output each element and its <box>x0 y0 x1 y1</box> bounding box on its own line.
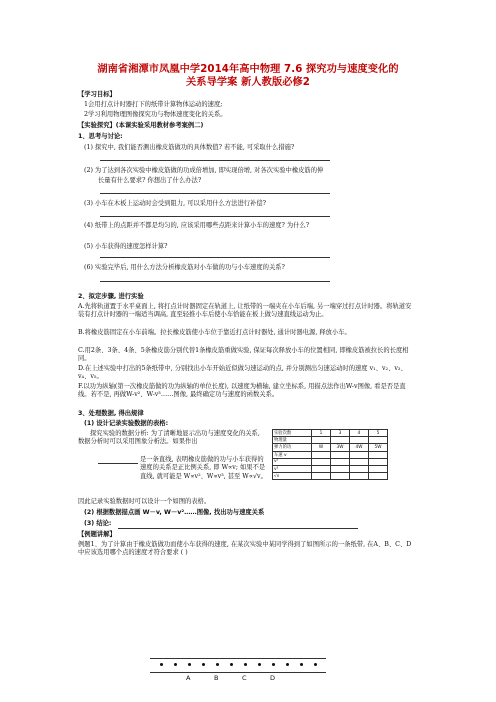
table-cell <box>312 451 331 458</box>
table-cell <box>369 451 388 458</box>
section-heading: 3、处理数据, 得出规律 <box>78 410 144 417</box>
table-row <box>273 458 388 465</box>
tape-dot <box>174 663 177 666</box>
table-cell: v³ <box>273 465 312 472</box>
table-cell <box>312 465 331 472</box>
table-cell <box>350 473 369 480</box>
table-row <box>273 465 388 472</box>
table-cell: v² <box>273 458 312 465</box>
table-cell <box>331 458 350 465</box>
objectives-heading: 【学习目标】 <box>78 91 116 98</box>
table-cell: 3W <box>331 444 350 451</box>
question-2-cont: 长量有什么要求? 你想出了什么办法? <box>98 177 202 184</box>
table-cell <box>312 437 331 444</box>
table-cell: 5W <box>369 444 388 451</box>
objective-item: 1会用打点计时器打下的纸带计算物体运动的速度; <box>84 101 223 108</box>
subsection-heading: (3) 结论: <box>84 520 112 527</box>
tape-dot <box>216 663 219 666</box>
table-cell: 车速 v <box>273 451 312 458</box>
explore-heading: 【实验探究】(本课实验采用教材参考案例二) <box>78 122 204 129</box>
table-cell <box>369 465 388 472</box>
table-cell: 物理量 <box>273 437 312 444</box>
question-2: (2) 为了达到各次实验中橡皮筋做的功成倍增加, 即实现倍增, 对各次实验中橡皮筋的伸 <box>84 167 324 174</box>
table-cell: 1 <box>312 430 331 437</box>
tape-dot <box>258 663 261 666</box>
table-cell: 4W <box>350 444 369 451</box>
data-table <box>272 429 388 480</box>
question-5: (5) 小车获得的速度怎样计算? <box>84 243 168 250</box>
table-row <box>273 451 388 458</box>
analysis-text: 是一条直线, 表明橡皮筋做的功与小车获得的速度的关系是正比例关系, 即 W∝v; 如果不是直线, 就可能是 W∝v²、W∝v³, 甚至 W∝√v。 <box>140 456 267 480</box>
analysis-text: 因此记录实验数据时可以设计一个如图的表格。 <box>78 498 211 505</box>
tape-point-label: A <box>186 674 191 682</box>
table-cell: 5 <box>369 430 388 437</box>
table-cell <box>312 458 331 465</box>
page-title-line1: 湖南省湘潭市凤凰中学2014年高中物理 7.6 探究功与速度变化的 <box>97 64 399 75</box>
table-cell <box>350 451 369 458</box>
step-f: F.以功为纵轴(第一次橡皮筋做的功为纵轴的单位长度), 以速度为横轴, 建立坐标系, 用描点法作出W-v图像, 看是否是直线。若不是, 再做W-v²、W-v³……图像, 最终确定功与速度的函数关系。 <box>78 383 406 399</box>
example-heading: 【例题讲解】 <box>78 531 116 538</box>
table-cell: 3 <box>331 430 350 437</box>
table-row <box>273 473 388 480</box>
table-cell: √v <box>273 473 312 480</box>
subsection-heading: (1) 设计记录实验数据的表格: <box>84 420 169 427</box>
table-cell <box>331 451 350 458</box>
tape-dot <box>230 663 233 666</box>
answer-line <box>100 193 330 194</box>
table-cell <box>312 473 331 480</box>
tape-dot <box>244 663 247 666</box>
table-cell <box>350 465 369 472</box>
table-cell <box>350 437 369 444</box>
table-cell <box>331 437 350 444</box>
question-4: (4) 纸带上的点距并不都是均匀的, 应该采用哪些点距来计算小车的速度? 为什么? <box>84 222 310 229</box>
tape-dot <box>272 663 275 666</box>
subsection-heading: (2) 根据数据描点画 W－v, W－v²……图像, 找出功与速度关系 <box>84 509 265 516</box>
table-cell: 弹力的功 <box>273 444 312 451</box>
table-cell <box>350 458 369 465</box>
table-cell: 实验次数 <box>273 430 312 437</box>
tape-dot <box>160 663 163 666</box>
table-row <box>273 430 388 437</box>
step-d: D.在上述实验中打出的5条纸带中, 分别找出小车开始近似做匀速运动的点, 并分别测出匀速运动时的速度 v₁、v₂、v₃、v₄、v₅。 <box>78 365 407 381</box>
question-1: (1) 探究中, 我们能否测出橡皮筋做功的具体数值? 若不能, 可采取什么措施? <box>84 144 295 151</box>
step-b: B.将橡皮筋固定在小车前端。拉长橡皮筋使小车位于靠近打点计时器处, 通计时器电源, 释放小车。 <box>78 329 351 336</box>
answer-line <box>100 216 330 217</box>
tape-point-label: B <box>214 674 219 682</box>
tape-point-label: D <box>270 674 276 682</box>
table-cell: 4 <box>350 430 369 437</box>
analysis-text: 探究实验的数据分析: 为了清晰地显示出功与速度变化的关系, 数据分析时可以采用图象分析法。如果作出 <box>78 430 260 446</box>
answer-line <box>100 160 330 161</box>
section-heading: 1、思考与讨论: <box>78 133 123 140</box>
tape-dot <box>314 663 317 666</box>
table-cell <box>331 465 350 472</box>
table-cell <box>369 458 388 465</box>
table-row <box>273 444 388 451</box>
tape-dot <box>202 663 205 666</box>
section-heading: 2、拟定步骤, 进行实验 <box>78 293 144 300</box>
table-cell <box>331 473 350 480</box>
tape-dot <box>188 663 191 666</box>
question-6: (6) 实验完毕后, 用什么方法分析橡皮筋对小车做的功与小车速度的关系? <box>84 264 285 271</box>
question-3: (3) 小车在木板上运动时会受到阻力, 可以采用什么方法进行补偿? <box>84 200 267 207</box>
page-title-line2: 关系导学案 新人教版必修2 <box>186 77 310 88</box>
tape-point-label: C <box>242 674 247 682</box>
answer-line <box>100 281 330 282</box>
answer-line <box>118 528 358 529</box>
table-cell <box>369 473 388 480</box>
fill-blank <box>98 463 138 464</box>
tape-dot <box>300 663 303 666</box>
table-row <box>273 437 388 444</box>
objective-item: 2学习利用物理图像探究功与物体速度变化的关系。 <box>84 111 227 118</box>
table-cell: W <box>312 444 331 451</box>
answer-line <box>100 257 330 258</box>
step-c: C.用2条、3条、4条、5条橡皮筋分别代替1条橡皮筋重做实验, 保证每次释放小车的位置相同, 即橡皮筋被拉长的长度相同。 <box>78 347 409 363</box>
example-text: 例题1、为了计算由于橡皮筋做功而使小车获得的速度, 在某次实验中某同学得到了如图所示的一条纸带, 在A、B、C、D中应该选用哪个点的速度才符合要求 ( ) <box>78 541 412 557</box>
table-cell <box>369 437 388 444</box>
step-a: A.先将轨道置于水平桌面上, 将打点计时器固定在轨道上, 让纸带的一端夹在小车后端, 另一端穿过打点计时器。将轨道安装有打点计时器的一端适当调高, 直至轻推小车后使小车恰能在板上做匀速直线运动为止。 <box>78 303 412 319</box>
tape-dot <box>286 663 289 666</box>
